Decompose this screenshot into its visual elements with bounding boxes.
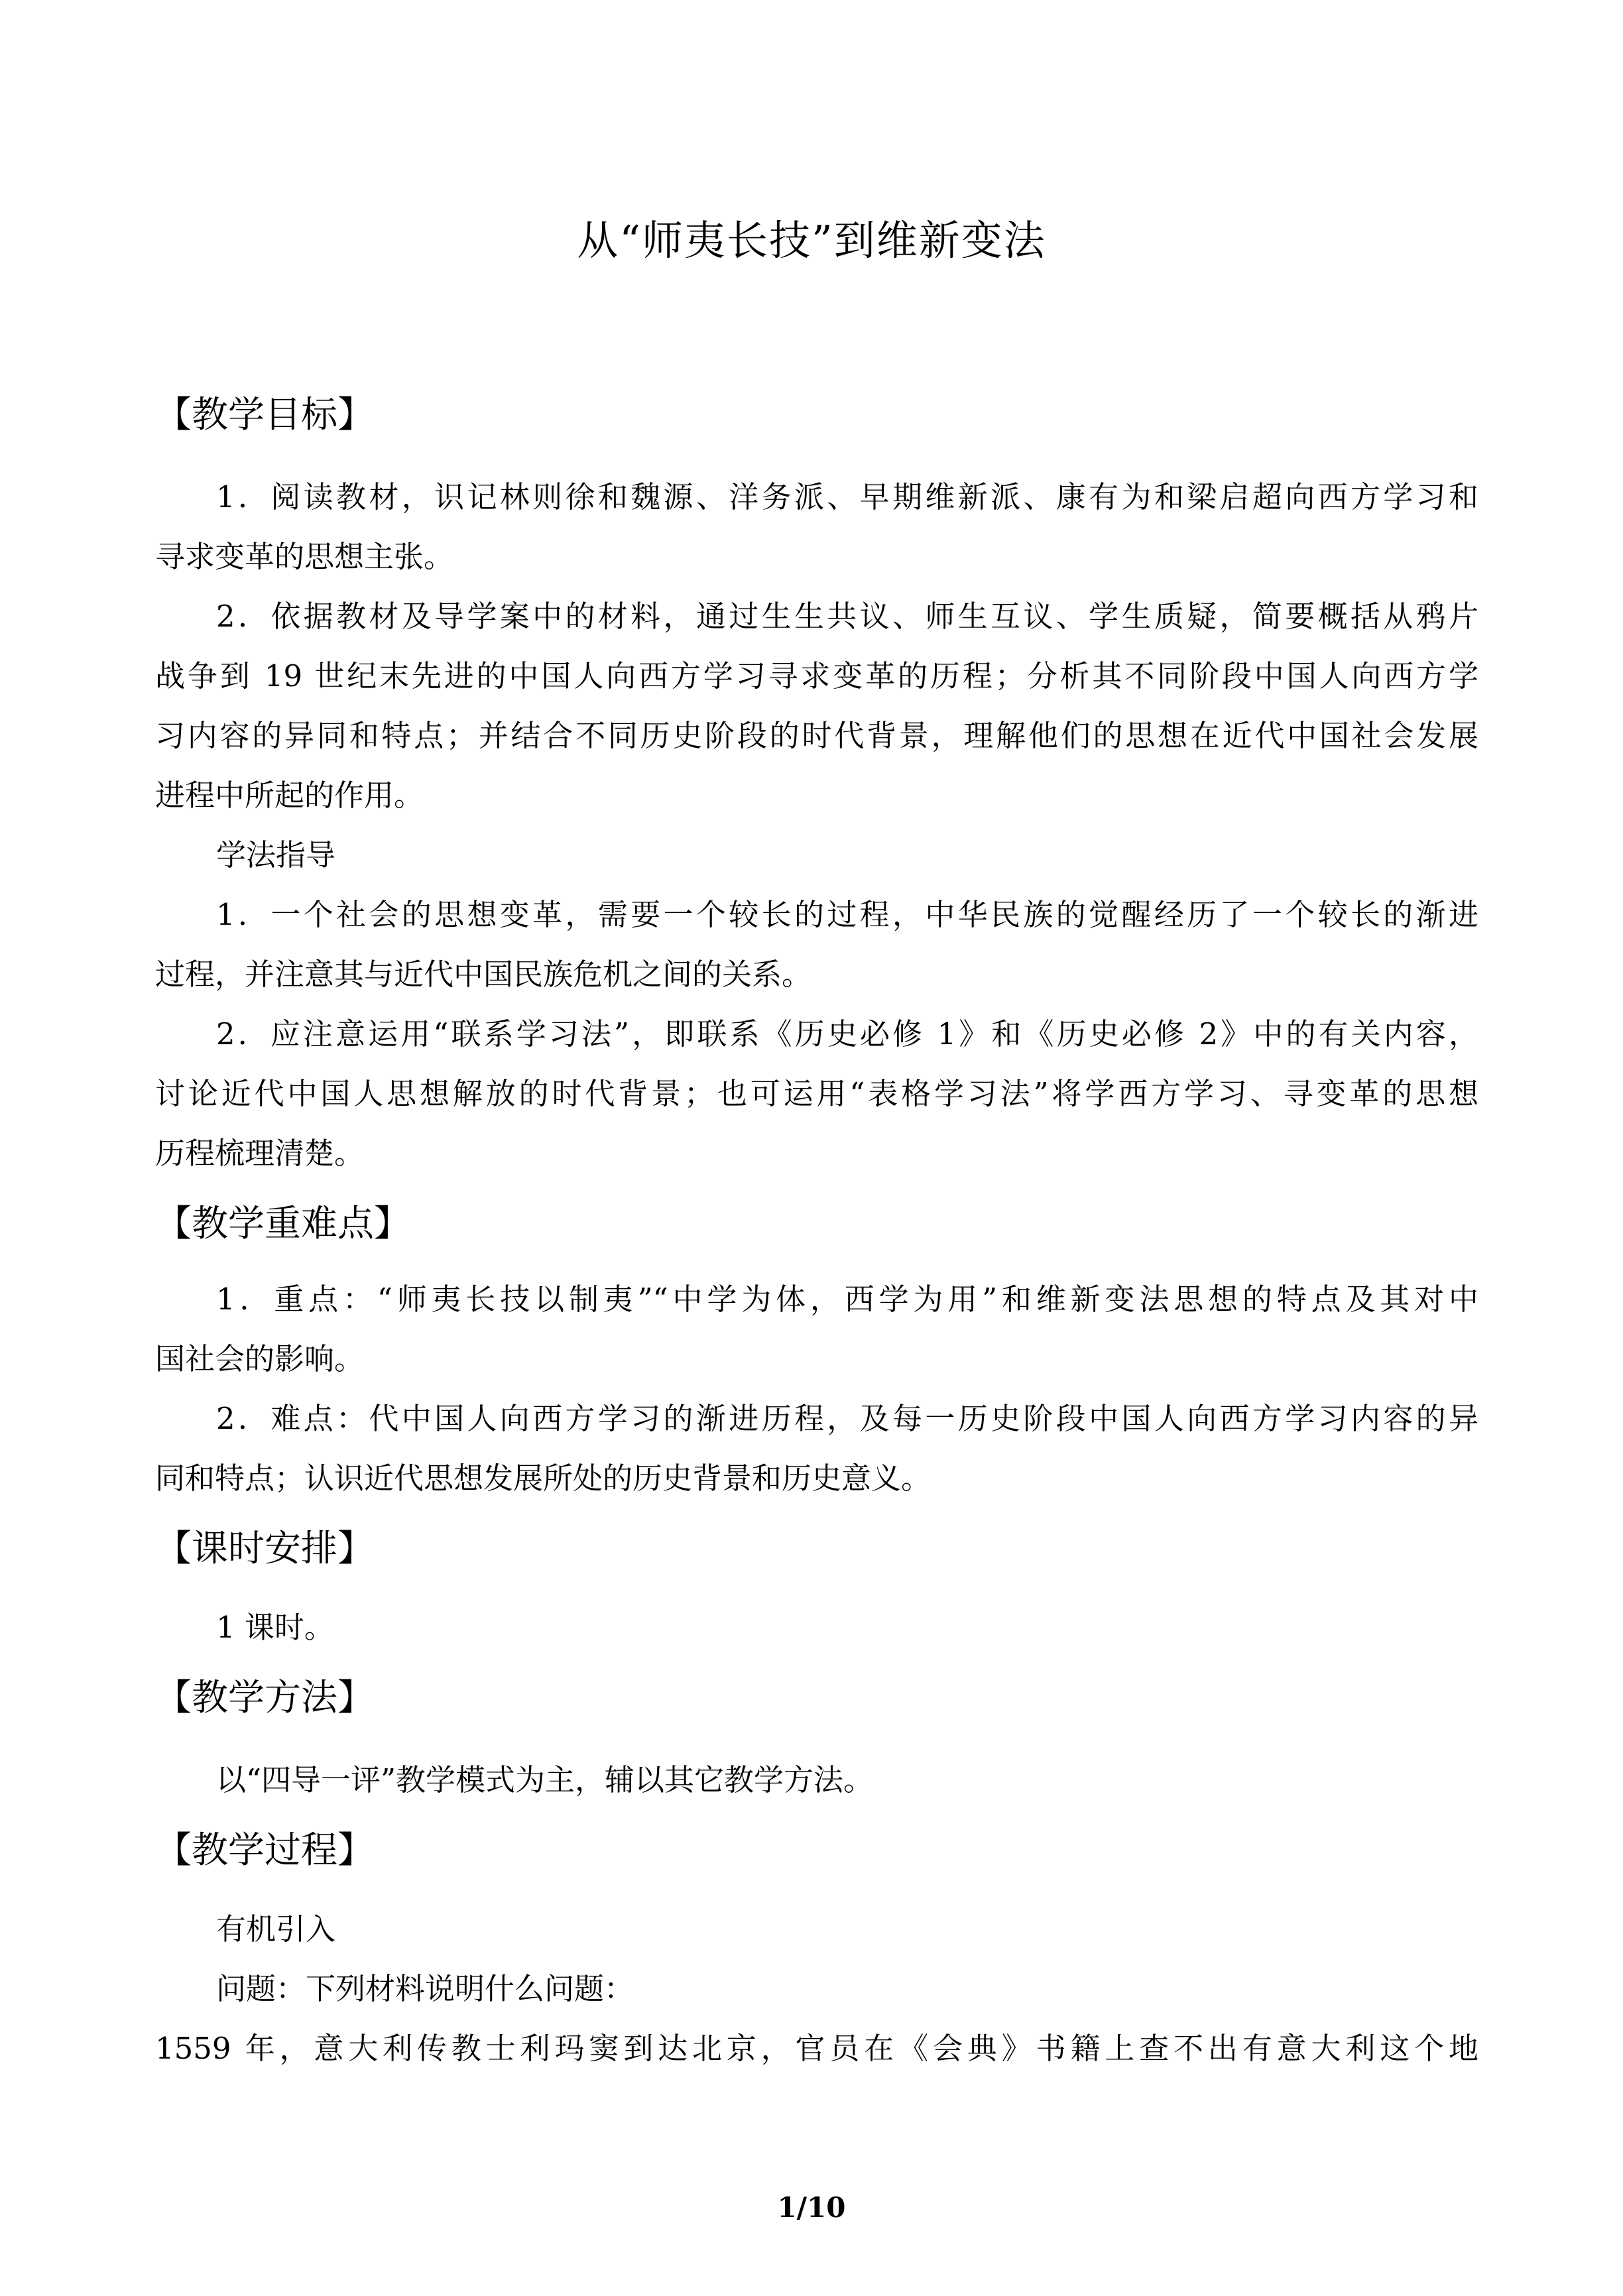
paragraph-line: 2．依据教材及导学案中的材料，通过生生共议、师生互议、学生质疑，简要概括从鸦片 (216, 599, 1478, 634)
paragraph-line: 1559 年，意大利传教士利玛窦到达北京，官员在《会典》书籍上查不出有意大利这个地 (155, 2031, 1478, 2066)
subheading-study-guide: 学法指导 (216, 837, 336, 873)
paragraph-line: 2．应注意运用“联系学习法”，即联系《历史必修 1》和《历史必修 2》中的有关内容， (216, 1016, 1478, 1052)
paragraph-line: 进程中所起的作用。 (155, 778, 424, 813)
paragraph-line: 过程，并注意其与近代中国民族危机之间的关系。 (155, 957, 812, 992)
page-number: 1/10 (777, 2191, 846, 2224)
page-title: 从“师夷长技”到维新变法 (577, 216, 1046, 265)
paragraph-line: 2．难点：代中国人向西方学习的渐进历程，及每一历史阶段中国人向西方学习内容的异 (216, 1401, 1478, 1436)
paragraph-line: 有机引入 (216, 1911, 336, 1947)
section-heading-method: 【教学方法】 (155, 1676, 375, 1719)
paragraph-line: 以“四导一评”教学模式为主，辅以其它教学方法。 (216, 1762, 874, 1797)
paragraph-line: 历程梳理清楚。 (155, 1136, 365, 1171)
paragraph-line: 1 课时。 (216, 1610, 334, 1645)
section-heading-schedule: 【课时安排】 (155, 1527, 375, 1569)
paragraph-line: 问题：下列材料说明什么问题： (216, 1971, 634, 2006)
paragraph-line: 1．重点：“师夷长技以制夷”“中学为体，西学为用”和维新变法思想的特点及其对中 (216, 1282, 1478, 1317)
paragraph-line: 1．一个社会的思想变革，需要一个较长的过程，中华民族的觉醒经历了一个较长的渐进 (216, 897, 1478, 932)
section-heading-objectives: 【教学目标】 (155, 393, 375, 436)
paragraph-line: 习内容的异同和特点；并结合不同历史阶段的时代背景，理解他们的思想在近代中国社会发展 (155, 718, 1478, 753)
section-heading-process: 【教学过程】 (155, 1829, 375, 1871)
paragraph-line: 战争到 19 世纪末先进的中国人向西方学习寻求变革的历程；分析其不同阶段中国人向西方学 (155, 658, 1478, 694)
paragraph-line: 讨论近代中国人思想解放的时代背景；也可运用“表格学习法”将学西方学习、寻变革的思想 (155, 1076, 1478, 1111)
paragraph-line: 1．阅读教材，识记林则徐和魏源、洋务派、早期维新派、康有为和梁启超向西方学习和 (216, 479, 1478, 514)
section-heading-key-points: 【教学重难点】 (155, 1202, 411, 1244)
paragraph-line: 国社会的影响。 (155, 1341, 365, 1376)
paragraph-line: 同和特点；认识近代思想发展所处的历史背景和历史意义。 (155, 1461, 932, 1496)
paragraph-line: 寻求变革的思想主张。 (155, 539, 454, 574)
